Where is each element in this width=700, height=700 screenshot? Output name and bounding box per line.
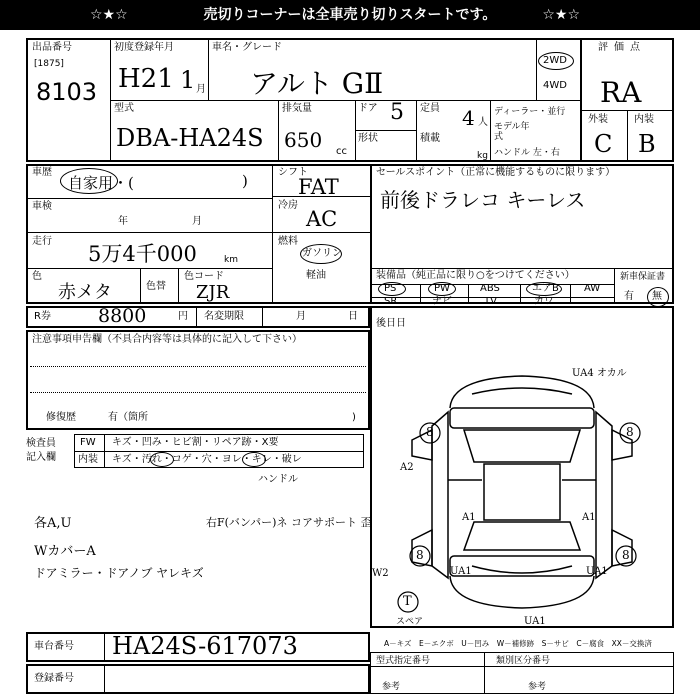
insp-line-3: ドアミラー・ドアノブ ヤレキズ <box>34 566 204 580</box>
recycle-unit: 円 <box>178 311 188 322</box>
footer-model-label: 型式指定番号 <box>376 656 431 666</box>
name-value: アルト GⅡ <box>250 67 384 100</box>
footer-class-label: 類別区分番号 <box>496 656 551 666</box>
mileage-unit: km <box>224 255 238 265</box>
month-unit: 月 <box>196 84 206 95</box>
handle-label: ハンドル 左・右 <box>494 148 560 158</box>
aircon-label: 冷房 <box>278 200 298 211</box>
fuel-alt: 軽油 <box>306 270 326 281</box>
int-value: B <box>638 130 656 158</box>
lot-number: 8103 <box>36 78 98 106</box>
chassis-value: HA24S-617073 <box>112 632 298 660</box>
recycle-value: 8800 <box>98 305 147 327</box>
dealer-label: ディーラー・並行 <box>494 107 566 117</box>
equipment-label: 装備品（純正品に限り○をつけてください） <box>376 270 575 281</box>
capacity-label: 定員 <box>420 103 440 114</box>
banner-stars-right: ☆★☆ <box>542 7 580 23</box>
shift-value: FAT <box>298 175 339 199</box>
repair-close: ) <box>352 412 356 423</box>
tyre-rear-left: 8 <box>416 548 424 562</box>
int-label: 内装 <box>634 114 654 125</box>
door-value: 5 <box>390 100 404 125</box>
history-label: 車歴 <box>32 167 52 178</box>
top-banner <box>0 0 700 30</box>
insp-line-2: WカバーA <box>34 544 96 559</box>
equip-leather: カワ <box>534 296 554 307</box>
recycle-label: R券 <box>34 311 51 322</box>
color-label: 色 <box>32 271 42 282</box>
shape-label: 形状 <box>358 133 378 144</box>
mark-ua1-rear: UA1 <box>524 616 546 627</box>
int-insp-label: 内装 <box>78 454 98 465</box>
spare-label: スペア <box>396 617 424 627</box>
sales-value: 前後ドラレコ キーレス <box>380 188 586 212</box>
color-change-label: 色替 <box>146 281 166 292</box>
equip-tv: TV <box>484 296 497 307</box>
insp-right-note: 右F(バンパー)ネ コアサポート 歪 <box>206 516 372 529</box>
repair-value: 有（箇所 <box>108 412 148 423</box>
mileage-label: 走行 <box>32 236 52 247</box>
lot-label: 出品番号 <box>32 42 72 53</box>
warranty-no: 無 <box>652 291 662 302</box>
int-note: ハンドル <box>258 474 298 485</box>
capacity-unit: 人 <box>478 117 488 128</box>
fw-label: FW <box>80 437 96 448</box>
mark-a1-left: A1 <box>462 512 476 523</box>
color-code-label: 色コード <box>184 271 224 282</box>
tyre-front-right: 8 <box>626 425 634 439</box>
fuel-value: ガソリン <box>302 248 342 259</box>
banner-text: 売切りコーナーは全車売り切りスタートです。 <box>203 7 497 23</box>
aircon-value: AC <box>306 207 338 231</box>
mark-w2: W2 <box>372 568 389 579</box>
register-row <box>26 664 370 694</box>
roof-front-outline <box>450 376 594 408</box>
cc-value: 650 <box>284 128 323 152</box>
name-change-label: 名変期限 <box>204 311 244 322</box>
mark-ua1-left: UA1 <box>450 566 472 577</box>
door-label: ドア <box>358 103 378 114</box>
equip-navi: ナビ <box>432 296 452 307</box>
chassis-label: 車台番号 <box>34 641 74 652</box>
sales-label: セールスポイント（正常に機能するものに限ります） <box>376 167 616 178</box>
grade-value: RA <box>600 76 642 109</box>
capacity-value: 4 <box>462 106 475 130</box>
inspector-label-1: 検査員 <box>26 438 56 449</box>
drive-4wd: 4WD <box>543 80 567 91</box>
equip-aw: AW <box>584 283 601 294</box>
footer-ref-label-1: 参考 <box>382 682 401 692</box>
equip-abs: ABS <box>480 283 500 294</box>
warranty-label: 新車保証書 <box>620 272 666 282</box>
history-close: ) <box>242 172 248 190</box>
mark-a2: A2 <box>400 462 414 473</box>
spare-tyre: T <box>403 594 412 609</box>
shift-label: シフト <box>278 167 308 178</box>
history-value: 自家用・( <box>68 174 134 192</box>
tyre-front-left: 8 <box>426 425 434 439</box>
int-items: キズ・汚れ・コゲ・穴・ヨレ・キレ・破レ <box>112 454 302 465</box>
damage-legend: A－キズ E－エクボ U－凹み W－補修跡 S－サビ C－腐食 XX－交換済 <box>384 639 652 648</box>
cc-label: 排気量 <box>282 103 312 114</box>
ext-label: 外装 <box>588 114 608 125</box>
after-label: 後日日 <box>376 318 406 329</box>
month-value: 1 <box>180 66 196 94</box>
recycle-row <box>26 306 370 328</box>
name-change-month: 月 <box>296 311 306 322</box>
model-year-label: モデル年式 <box>494 122 530 142</box>
diagram-top-note: UA4 オカル <box>572 368 627 379</box>
shaken-year: 年 <box>118 216 128 227</box>
grade-label: 評価点 <box>598 42 646 53</box>
load-label: 積載 <box>420 133 440 144</box>
ext-value: C <box>594 130 613 158</box>
banner-stars-left: ☆★☆ <box>90 7 128 23</box>
repair-label: 修復歴 <box>46 412 76 423</box>
cc-unit: cc <box>336 146 347 157</box>
model-value: DBA-HA24S <box>116 124 264 152</box>
load-unit: kg <box>477 151 488 161</box>
drive-2wd: 2WD <box>543 55 567 66</box>
name-change-day: 日 <box>348 311 358 322</box>
lot-sub: [1875] <box>34 59 64 69</box>
mark-ua1-right: UA1 <box>586 566 608 577</box>
year-label: 初度登録年月 <box>114 42 174 53</box>
equip-pw: PW <box>434 283 450 294</box>
notes-label: 注意事項申告欄（不具合内容等は具体的に記入して下さい） <box>32 334 302 345</box>
inspector-label-2: 記入欄 <box>26 452 56 463</box>
equip-ps: PS <box>384 283 397 294</box>
model-label: 型式 <box>114 103 134 114</box>
equip-sr: SR <box>384 296 398 307</box>
fuel-label: 燃料 <box>278 236 298 247</box>
warranty-yes: 有 <box>624 291 634 302</box>
mark-a1-right: A1 <box>582 512 596 523</box>
year-value: H21 <box>118 64 174 94</box>
insp-line-1: 各A,U <box>34 516 72 531</box>
equip-airbag: エアB <box>532 283 559 294</box>
car-body-diagram <box>372 330 672 630</box>
tyre-rear-right: 8 <box>622 548 630 562</box>
color-value: 赤メタ <box>58 282 112 303</box>
fw-items: キズ・凹み・ヒビ割・リペア跡・X要 <box>112 437 279 448</box>
shaken-label: 車検 <box>32 201 52 212</box>
name-label: 車名・グレード <box>212 42 282 53</box>
mileage-value: 5万4千000 <box>88 242 197 266</box>
register-label: 登録番号 <box>34 673 74 684</box>
footer-ref-label-2: 参考 <box>528 682 547 692</box>
color-code-value: ZJR <box>196 282 230 303</box>
shaken-month: 月 <box>192 216 202 227</box>
